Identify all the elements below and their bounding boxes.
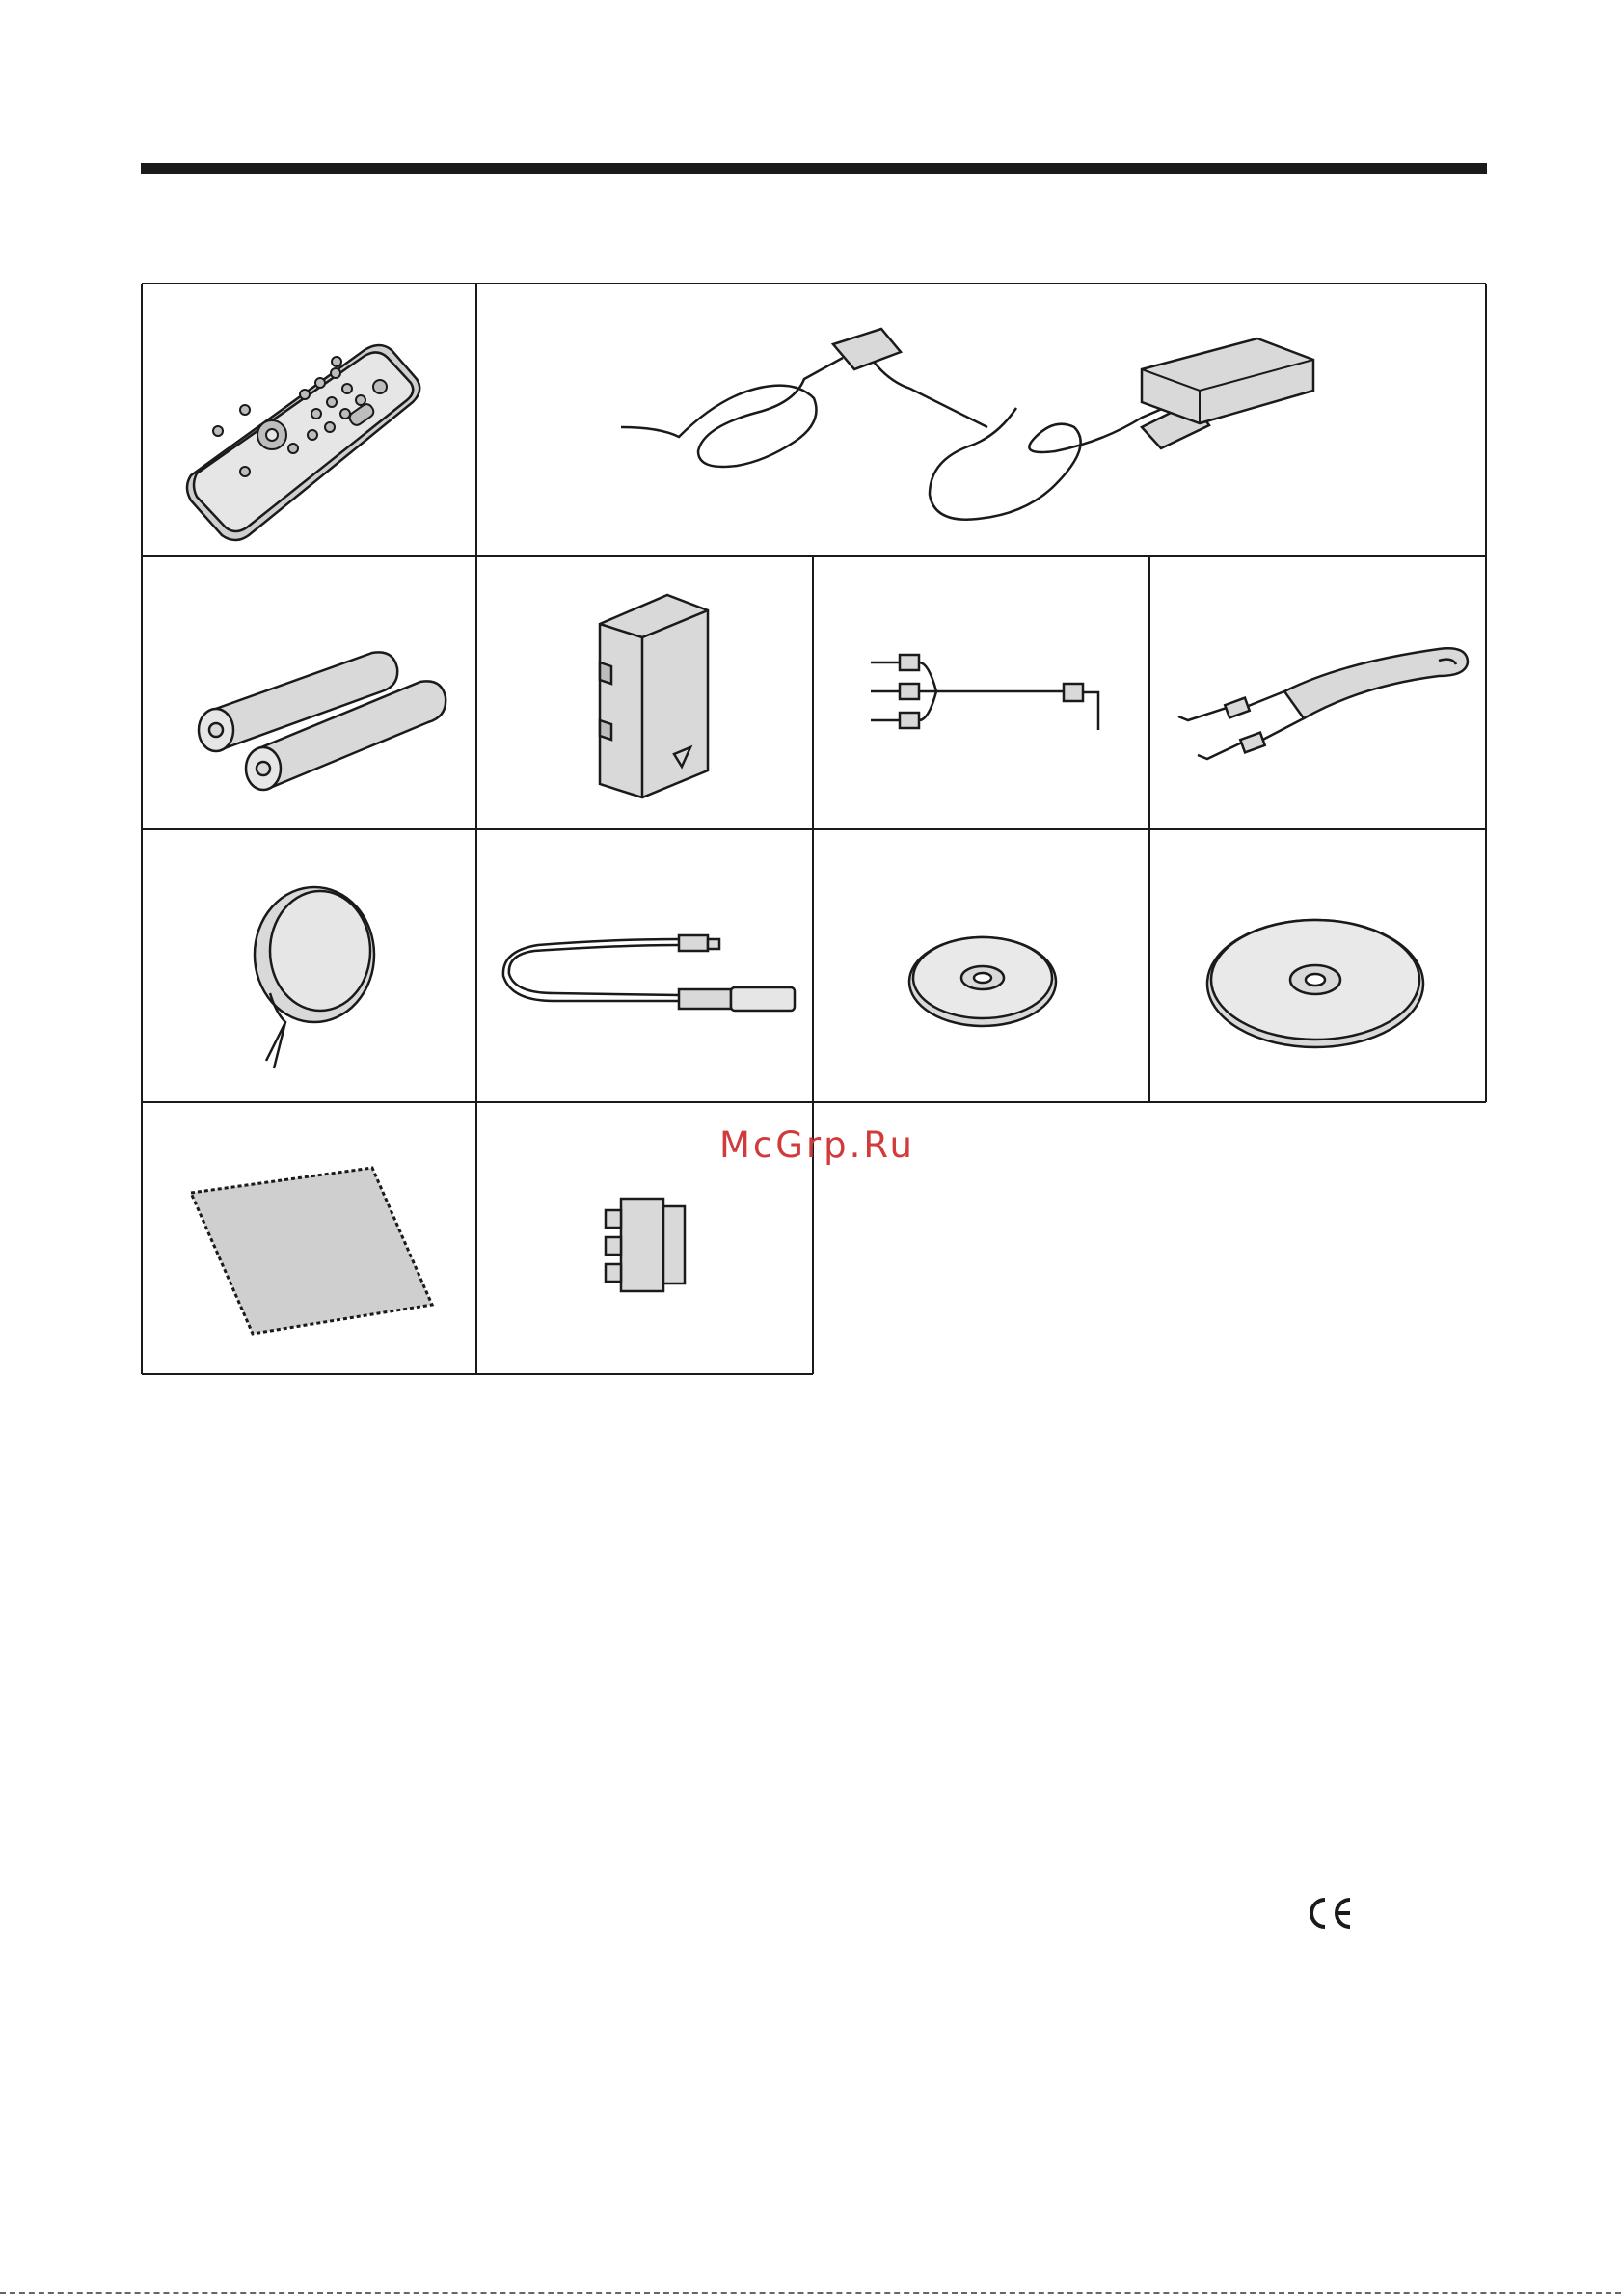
usb-cable <box>476 829 813 1102</box>
lens-cap-icon <box>141 829 476 1102</box>
small-cd-icon <box>813 829 1149 1102</box>
small-cd-rom <box>813 829 1149 1102</box>
remote-control-icon <box>141 283 476 556</box>
batteries-icon <box>141 556 476 829</box>
av-connecting-cable <box>813 556 1149 829</box>
battery-pack <box>476 556 813 829</box>
cd-rom-icon <box>1149 829 1486 1102</box>
cd-rom <box>1149 829 1486 1102</box>
ac-adaptor <box>476 283 1486 556</box>
ce-mark-icon <box>1304 1894 1354 1932</box>
header-rule <box>141 163 1487 174</box>
accessories-grid <box>141 283 1487 1375</box>
usb-cable-icon <box>476 829 813 1102</box>
ac-adaptor-icon <box>476 283 1486 556</box>
bottom-rule <box>0 2292 1621 2294</box>
battery-pack-icon <box>476 556 813 829</box>
av-cable-icon <box>813 556 1149 829</box>
shoulder-strap-icon <box>1149 556 1486 829</box>
cleaning-cloth-icon <box>141 1102 476 1375</box>
shoulder-strap <box>1149 556 1486 829</box>
aa-batteries <box>141 556 476 829</box>
cleaning-cloth <box>141 1102 476 1375</box>
lens-cap <box>141 829 476 1102</box>
remote-commander <box>141 283 476 556</box>
watermark: McGrp.Ru <box>719 1124 915 1166</box>
